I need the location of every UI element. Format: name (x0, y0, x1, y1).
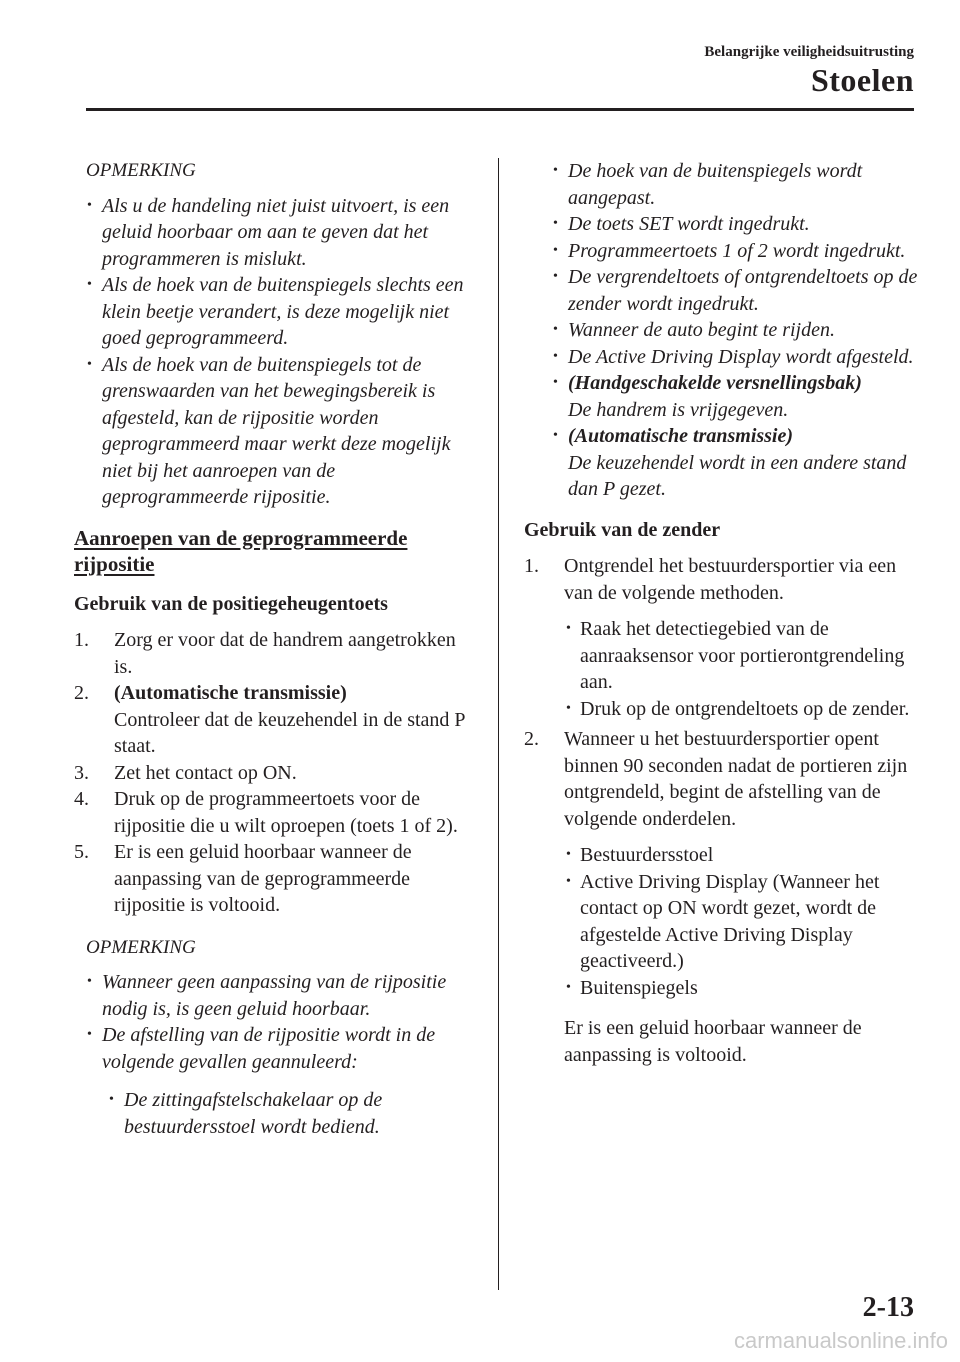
list-item: • De toets SET wordt ingedrukt. (524, 211, 924, 238)
list-item: • Programmeertoets 1 of 2 wordt ingedrukt. (524, 238, 924, 265)
steps-list (74, 627, 474, 919)
list-item: • De zittingafstelschakelaar op de bestuurdersstoel wordt bediend. (109, 1089, 383, 1138)
list-item: • Als de hoek van de buitenspiegels slechts een klein beetje verandert, is deze mogelijk niet goed geprogrammeerd. (87, 274, 464, 349)
list-item: • De vergrendeltoets of ontgrendeltoets op de zender wordt ingedrukt. (553, 266, 918, 315)
bullet-icon: • (566, 621, 571, 636)
note-list (74, 969, 474, 1140)
sub-list (524, 616, 924, 722)
bullet-icon: • (566, 979, 571, 995)
sub-list (524, 842, 924, 1001)
bullet-icon: • (87, 974, 92, 989)
column-divider (498, 158, 499, 1290)
section-heading: Aanroepen van de geprogrammeerde rijpositie (74, 525, 408, 576)
step-item: 2. (Automatische transmissie) Controleer dat de keuzehendel in de stand P staat. (74, 682, 465, 757)
list-item: • Raak het detectiegebied van de aanraaksensor voor portierontgrendeling aan. (566, 618, 905, 693)
steps-list (524, 553, 924, 1001)
list-item: • Als de hoek van de buitenspiegels tot de grenswaarden van het bewegingsbereik is afgesteld, kan de rijpositie worden geprogrammeerd maar werkt deze mogelijk niet bij het aanroepen van de geprogrammeerde rijpositie. (87, 353, 451, 508)
step-item: 2. Wanneer u het bestuurdersportier opent binnen 90 seconden nadat de portieren zijn ontgrendeld, begint de afstelling van de volgende onderdelen. • Bestuurdersstoel • Active Driving Display (Wanneer het contact op ON wordt gezet, wordt de afgestelde Active Driving Display geactiveerd.) • Buitenspiegels (524, 726, 924, 1001)
list-item: • (Automatische transmissie) De keuzehendel wordt in een andere stand dan P gezet. (553, 425, 907, 500)
bullet-icon: • (553, 216, 558, 231)
note-list (74, 193, 474, 511)
list-item: • Buitenspiegels (524, 975, 924, 1002)
note-heading: OPMERKING (86, 160, 196, 181)
section-subtitle: Belangrijke veiligheidsuitrusting (704, 44, 914, 60)
step-item: 4. Druk op de programmeertoets voor de rijpositie die u wilt oproepen (toets 1 of 2). (74, 788, 458, 837)
list-item: • Active Driving Display (Wanneer het contact op ON wordt gezet, wordt de afgestelde Active Driving Display geactiveerd.) (566, 870, 880, 972)
subsection-heading: Gebruik van de zender (524, 518, 721, 541)
bullet-icon: • (87, 356, 92, 372)
list-item: • Wanneer geen aanpassing van de rijpositie nodig is, is geen geluid hoorbaar. (87, 971, 447, 1020)
bullet-icon: • (87, 277, 92, 292)
right-column (524, 158, 924, 1068)
list-item: • Bestuurdersstoel (524, 842, 924, 869)
page-title: Stoelen (810, 62, 914, 98)
note-heading: OPMERKING (86, 936, 196, 958)
step-item: 3. Zet het contact op ON. (74, 761, 297, 784)
subsection-heading: Gebruik van de positiegeheugentoets (74, 592, 388, 615)
bullet-icon: • (566, 847, 571, 862)
bullet-icon: • (553, 428, 558, 443)
bullet-icon: • (553, 322, 558, 337)
left-column (74, 158, 474, 1140)
list-item: • De Active Driving Display wordt afgesteld. (524, 344, 924, 371)
final-paragraph: Er is een geluid hoorbaar wanneer de aanpassing is voltooid. (564, 1017, 862, 1066)
bullet-icon: • (566, 700, 571, 716)
bullet-icon: • (553, 348, 558, 364)
list-item: • De afstelling van de rijpositie wordt in de volgende gevallen geannuleerd: • De zittingafstelschakelaar op de bestuurdersstoel wordt bediend. (74, 1022, 474, 1140)
step-item: 1. Zorg er voor dat de handrem aangetrokken is. (74, 629, 456, 678)
step-item: 1. Ontgrendel het bestuurdersportier via een van de volgende methoden. • Raak het detectiegebied van de aanraaksensor voor portierontgrendeling aan. • Druk op de ontgrendeltoets op de zender. (524, 553, 924, 722)
list-item: • Als u de handeling niet juist uitvoert, is een geluid hoorbaar om aan te geven dat het programmeren is mislukt. (87, 194, 450, 270)
list-item: • De hoek van de buitenspiegels wordt aangepast. (553, 160, 863, 209)
cancel-list (524, 158, 924, 503)
bullet-icon: • (87, 1027, 92, 1042)
list-item: • Druk op de ontgrendeltoets op de zender. (524, 696, 924, 723)
step-item: 5. Er is een geluid hoorbaar wanneer de aanpassing van de geprogrammeerde rijpositie is voltooid. (74, 841, 412, 916)
sub-list (74, 1087, 474, 1140)
bullet-icon: • (553, 269, 558, 284)
bullet-icon: • (566, 873, 571, 889)
bullet-icon: • (553, 375, 558, 390)
bullet-icon: • (87, 197, 92, 213)
page-number: 2-13 (862, 1292, 914, 1323)
bullet-icon: • (553, 163, 558, 178)
bullet-icon: • (553, 242, 558, 258)
list-item: • (Handgeschakelde versnellingsbak) De handrem is vrijgegeven. (553, 372, 862, 421)
header-rule (86, 108, 914, 111)
watermark: carmanualsonline.info (733, 1328, 948, 1353)
list-item: • Wanneer de auto begint te rijden. (524, 317, 924, 344)
bullet-icon: • (109, 1092, 114, 1107)
